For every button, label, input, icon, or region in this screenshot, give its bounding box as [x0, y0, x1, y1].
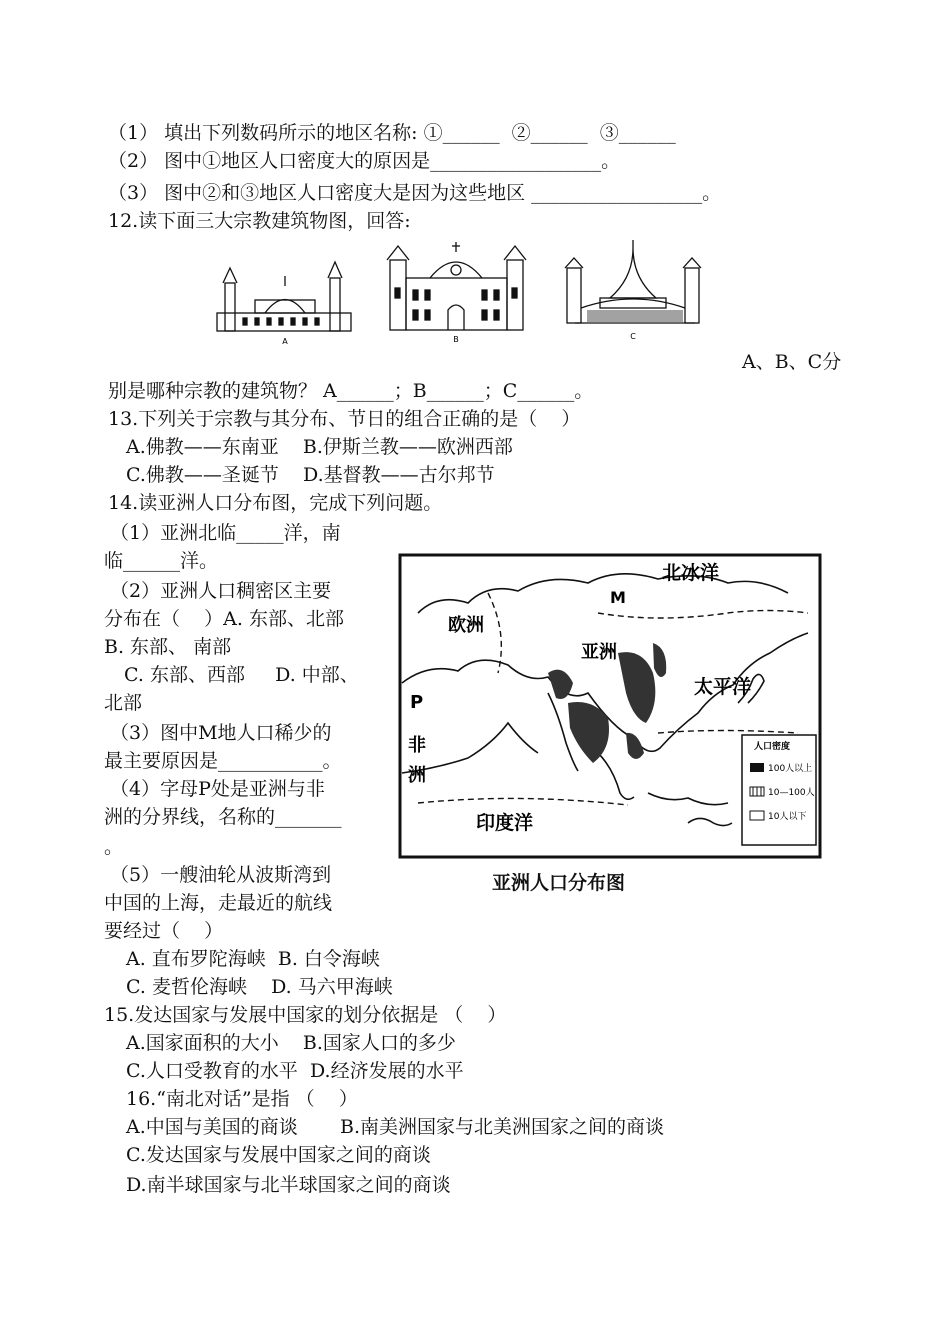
q12-answers: 别是哪种宗教的建筑物？ A______；B______；C______。	[108, 380, 594, 402]
q14-part2-line1: （2）亚洲人口稠密区主要	[110, 580, 332, 602]
q14-part2-line3: B. 东部、 南部	[104, 636, 232, 658]
label-m: M	[610, 588, 626, 607]
q14-part5-options-cd: C. 麦哲伦海峡 D. 马六甲海峡	[126, 976, 393, 998]
q14-part3-line2: 最主要原因是___________。	[104, 750, 342, 772]
label-pacific-ocean: 太平洋	[694, 676, 752, 698]
map-legend	[742, 735, 816, 845]
q11-part2: （2） 图中①地区人口密度大的原因是__________________。	[108, 150, 621, 172]
label-europe: 欧洲	[448, 615, 484, 636]
religious-buildings-figure	[215, 238, 715, 350]
q11-part1: （1） 填出下列数码所示的地区名称: ①______ ②______ ③______	[108, 122, 676, 144]
building-label-c: C	[630, 332, 636, 341]
q14-part1-line2: 临______洋。	[104, 550, 219, 572]
q16-options-ab: A.中国与美国的商谈 B.南美洲国家与北美洲国家之间的商谈	[126, 1116, 665, 1138]
label-p: P	[410, 692, 424, 713]
q12-stem: 12.读下面三大宗教建筑物图，回答:	[108, 210, 411, 232]
q13-stem: 13.下列关于宗教与其分布、节日的组合正确的是（ ）	[108, 408, 581, 430]
q11-part3: （3） 图中②和③地区人口密度大是因为这些地区 __________________。	[108, 182, 722, 204]
legend-swatch-sparse	[750, 811, 764, 820]
q14-part5-options-ab: A. 直布罗陀海峡 B. 白令海峡	[126, 948, 380, 970]
legend-title: 人口密度	[754, 742, 791, 752]
q15-stem: 15.发达国家与发展中国家的划分依据是 （ ）	[104, 1004, 507, 1026]
q14-part2-line4: C. 东部、西部 D. 中部、	[124, 664, 359, 686]
q14-part1-line1: （1）亚洲北临_____洋，南	[110, 522, 341, 544]
q16-option-d: D.南半球国家与北半球国家之间的商谈	[126, 1174, 451, 1196]
legend-label-sparse: 10人以下	[768, 812, 807, 822]
q14-part2-line2: 分布在（ ）A. 东部、北部	[104, 608, 344, 630]
church-drawing	[387, 242, 526, 330]
building-label-a: A	[282, 337, 288, 346]
q13-options-cd: C.佛教——圣诞节 D.基督教——古尔邦节	[126, 464, 495, 486]
mosque-drawing	[217, 262, 351, 331]
q16-option-c: C.发达国家与发展中国家之间的商谈	[126, 1144, 431, 1166]
q14-part5-line3: 要经过（ ）	[104, 920, 224, 942]
q14-part4-line1: （4）字母P处是亚洲与非	[110, 778, 325, 800]
q14-part4-line3: 。	[104, 836, 124, 858]
q15-options-cd: C.人口受教育的水平 D.经济发展的水平	[126, 1060, 464, 1082]
legend-swatch-dense	[750, 763, 764, 772]
asia-population-map	[398, 553, 824, 859]
q14-part2-line5: 北部	[104, 692, 143, 714]
q14-part4-line2: 洲的分界线，名称的_______	[104, 806, 342, 828]
label-africa-2: 洲	[408, 765, 426, 786]
q14-part5-line1: （5）一艘油轮从波斯湾到	[110, 864, 332, 886]
map-caption: 亚洲人口分布图	[492, 872, 626, 894]
q14-part3-line1: （3）图中M地人口稀少的	[110, 722, 332, 744]
building-label-b: B	[453, 335, 459, 344]
temple-drawing	[565, 240, 701, 323]
q14-part5-line2: 中国的上海，走最近的航线	[104, 892, 333, 914]
legend-label-medium: 10—100人	[768, 788, 815, 798]
q13-options-ab: A.佛教——东南亚 B.伊斯兰教——欧洲西部	[126, 436, 513, 458]
q14-stem: 14.读亚洲人口分布图，完成下列问题。	[108, 492, 443, 514]
q15-options-ab: A.国家面积的大小 B.国家人口的多少	[126, 1032, 456, 1054]
label-africa-1: 非	[408, 735, 426, 756]
label-indian-ocean: 印度洋	[476, 812, 534, 834]
legend-label-dense: 100人以上	[768, 764, 813, 774]
label-asia: 亚洲	[581, 642, 617, 663]
q12-tail: A、B、C分	[742, 351, 842, 373]
label-arctic-ocean: 北冰洋	[662, 562, 720, 584]
q16-stem: 16.“南北对话”是指 （ ）	[126, 1088, 358, 1110]
